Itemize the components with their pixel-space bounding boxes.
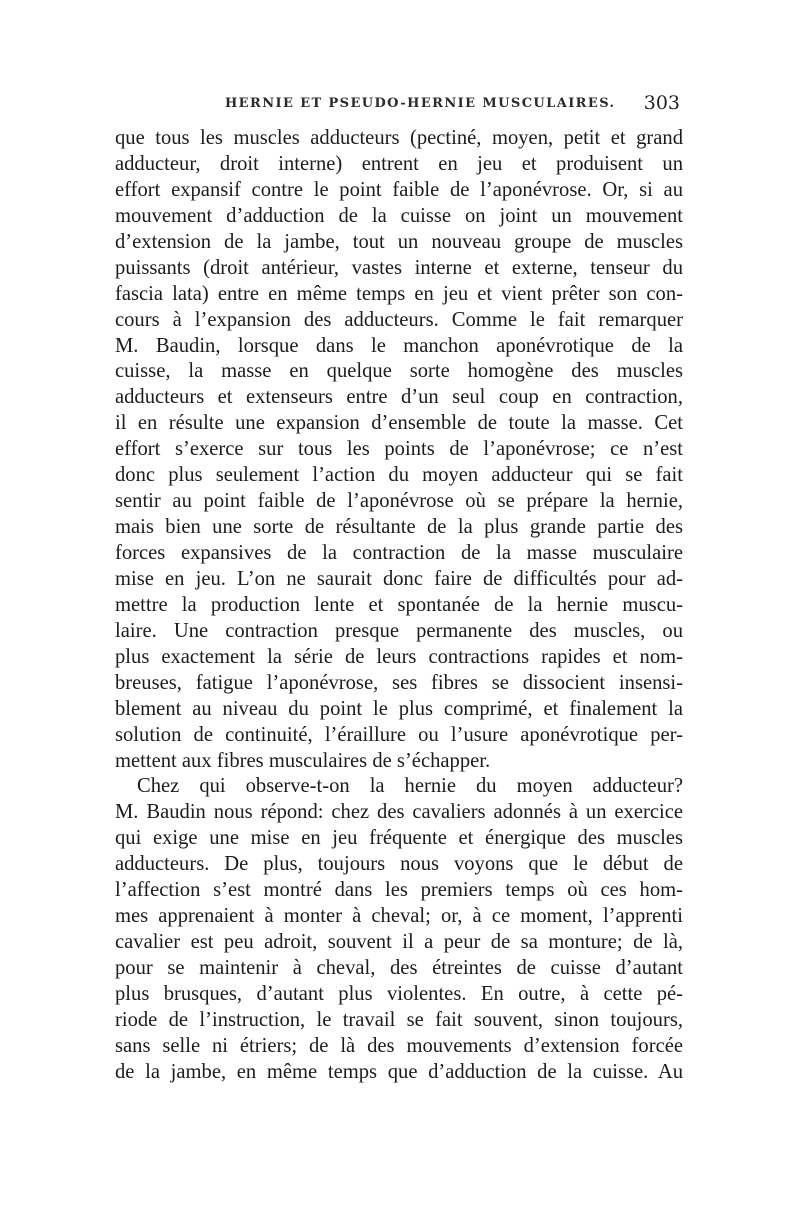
paragraph-2 <box>115 774 683 1085</box>
body-text <box>115 126 683 1086</box>
text-line: pour se maintenir à cheval, des étreintes de cuisse d’autant <box>115 957 683 979</box>
text-line: M. Baudin, lorsque dans le manchon aponévrotique de la <box>115 334 683 357</box>
text-line: laire. Une contraction presque permanente des muscles, ou <box>115 619 683 642</box>
text-line: fascia lata) entre en même temps en jeu et vient prêter son con- <box>115 282 683 305</box>
text-line: mais bien une sorte de résultante de la plus grande partie des <box>115 516 683 539</box>
running-header <box>115 92 680 116</box>
text-line: blement au niveau du point le plus comprimé, et finalement la <box>115 697 683 720</box>
text-line: puissants (droit antérieur, vastes interne et externe, tenseur du <box>115 256 683 279</box>
text-line: mise en jeu. L’on ne saurait donc faire de difficultés pour ad- <box>115 567 683 590</box>
text-line: qui exige une mise en jeu fréquente et énergique des muscles <box>115 827 683 850</box>
text-line: solution de continuité, l’éraillure ou l’usure aponévrotique per- <box>115 723 683 746</box>
text-line: que tous les muscles adducteurs (pectiné, moyen, petit et grand <box>115 127 683 149</box>
text-line: riode de l’instruction, le travail se fait souvent, sinon toujours, <box>115 1008 683 1031</box>
text-line: adducteurs. De plus, toujours nous voyons que le début de <box>115 853 683 876</box>
text-line: cuisse, la masse en quelque sorte homogène des muscles <box>115 360 683 383</box>
text-line: cours à l’expansion des adducteurs. Comme le fait remarquer <box>115 308 683 331</box>
text-line: d’extension de la jambe, tout un nouveau groupe de muscles <box>115 230 683 253</box>
text-line: de la jambe, en même temps que d’adduction de la cuisse. Au <box>115 1060 683 1083</box>
text-line: effort s’exerce sur tous les points de l’aponévrose; ce n’est <box>115 438 683 461</box>
text-line: plus brusques, d’autant plus violentes. En outre, à cette pé- <box>115 982 683 1005</box>
text-line: sans selle ni étriers; de là des mouvements d’extension forcée <box>115 1034 683 1057</box>
text-line: mettre la production lente et spontanée de la hernie muscu- <box>115 593 683 616</box>
text-line: Chez qui observe-t-on la hernie du moyen adducteur? <box>137 775 683 798</box>
text-line: donc plus seulement l’action du moyen adducteur qui se fait <box>115 464 683 487</box>
text-line: adducteur, droit interne) entrent en jeu et produisent un <box>115 152 683 175</box>
text-line: il en résulte une expansion d’ensemble de toute la masse. Cet <box>115 412 683 435</box>
text-line: mouvement d’adduction de la cuisse on joint un mouvement <box>115 204 683 227</box>
text-line: sentir au point faible de l’aponévrose où se prépare la hernie, <box>115 490 683 513</box>
text-line: forces expansives de la contraction de la masse musculaire <box>115 542 683 564</box>
text-line: l’affection s’est montré dans les premiers temps où ces hom- <box>115 879 683 902</box>
running-title: HERNIE ET PSEUDO-HERNIE MUSCULAIRES. <box>225 96 616 111</box>
text-line: mes apprenaient à monter à cheval; or, à ce moment, l’apprenti <box>115 905 683 928</box>
text-line: plus exactement la série de leurs contractions rapides et nom- <box>115 645 683 668</box>
text-line: effort expansif contre le point faible de l’aponévrose. Or, si au <box>115 178 683 201</box>
text-line: breuses, fatigue l’aponévrose, ses fibres se dissocient insensi- <box>115 671 683 694</box>
text-line: adducteurs et extenseurs entre d’un seul coup en contraction, <box>115 386 683 409</box>
page-number: 303 <box>643 92 680 114</box>
paragraph-1 <box>115 126 683 774</box>
text-line: mettent aux fibres musculaires de s’échapper. <box>115 749 491 772</box>
text-line: cavalier est peu adroit, souvent il a peur de sa monture; de là, <box>115 931 683 954</box>
text-line: M. Baudin nous répond: chez des cavaliers adonnés à un exercice <box>115 801 683 824</box>
